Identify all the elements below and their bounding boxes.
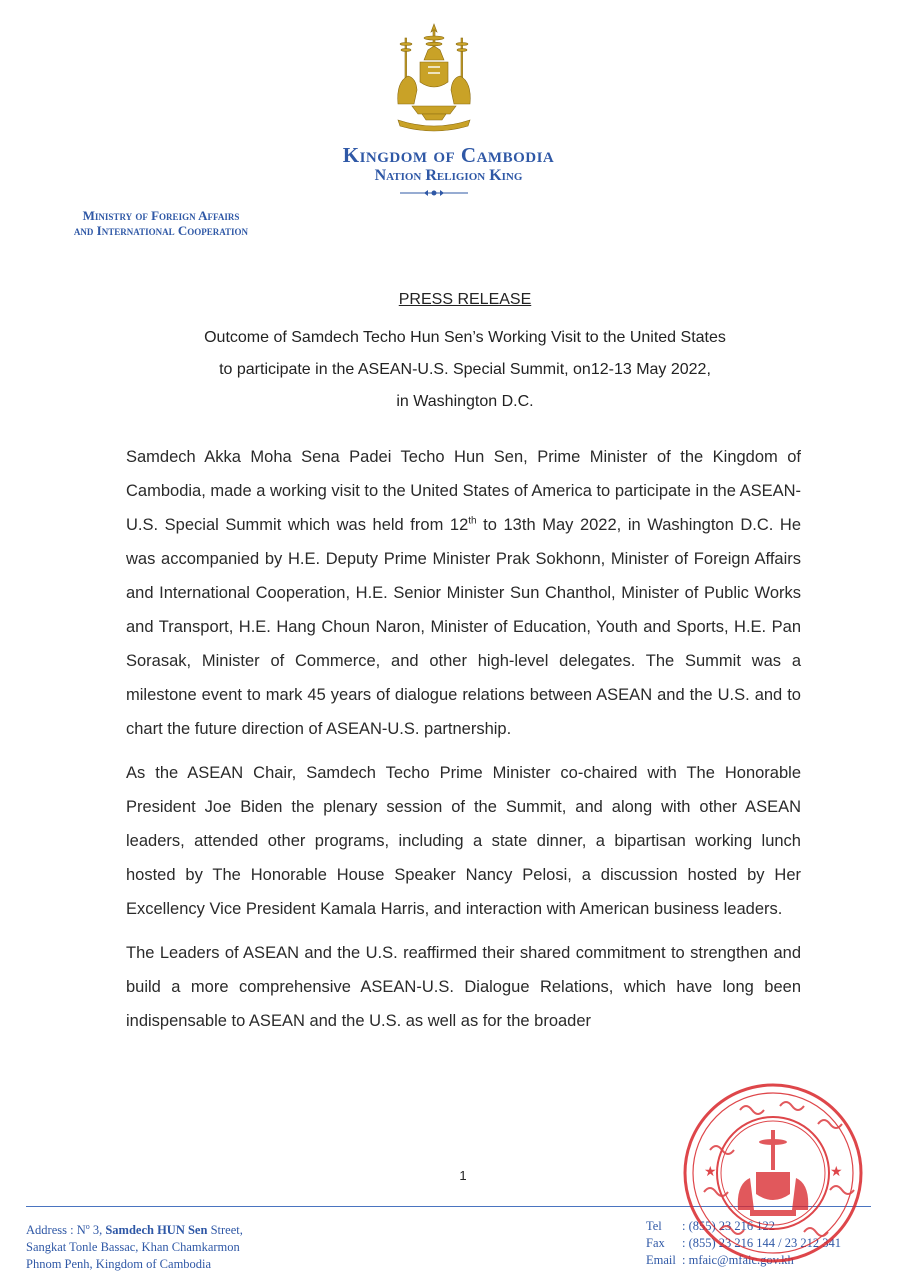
email: Email : mfaic@mfaic.gov.kh: [646, 1253, 794, 1267]
subtitle-line: to participate in the ASEAN-U.S. Special Summit, on12-13 May 2022,: [219, 361, 711, 378]
subtitle-line: in Washington D.C.: [396, 393, 534, 410]
address-line-3: Phnom Penh, Kingdom of Cambodia: [26, 1257, 212, 1272]
body-paragraph: As the ASEAN Chair, Samdech Techo Prime Minister co-chaired with The Honorable President Joe Biden the plenary session of the Summit, and along with other ASEAN leaders, attended other programs, including a state dinner, a bipartisan working lunch hosted by The Honorable House Speaker Nancy Pelosi, a discussion hosted by Her Excellency Vice President Kamala Harris, and interaction with American business leaders.: [126, 764, 801, 918]
ministry-line-2: and International Cooperation: [73, 223, 249, 238]
body-paragraph: The Leaders of ASEAN and the U.S. reaffirmed their shared commitment to strengthen and build a more comprehensive ASEAN-U.S. Dialogue Relations, which have long been indispensable to ASEAN and the U.S. as well as for the broader: [126, 944, 801, 1030]
press-release-subtitle: [120, 322, 810, 418]
subtitle-line: Outcome of Samdech Techo Hun Sen’s Working Visit to the United States: [204, 329, 726, 346]
ministry-name: [26, 208, 296, 238]
royal-emblem-icon: [384, 20, 484, 132]
divider-ornament-icon: [398, 188, 470, 198]
address-line-2: Sangkat Tonle Bassac, Khan Chamkarmon: [26, 1240, 240, 1255]
footer-address: [26, 1218, 243, 1273]
body-paragraph: Samdech Akka Moha Sena Padei Techo Hun Sen, Prime Minister of the Kingdom of Cambodia, made a working visit to the United States of America to participate in the ASEAN-U.S. Special Summit which was held from 12th to 13th May 2022, in Washington D.C. He was accompanied by H.E. Deputy Prime Minister Prak Sokhonn, Minister of Foreign Affairs and International Cooperation, H.E. Senior Minister Sun Chanthol, Minister of Public Works and Transport, H.E. Hang Choun Naron, Minister of Education, Youth and Sports, H.E. Pan Sorasak, Minister of Commerce, and other high-level delegates. The Summit was a milestone event to mark 45 years of dialogue relations between ASEAN and the U.S. and to chart the future direction of ASEAN-U.S. partnership.: [126, 448, 802, 738]
address-line-1: Address : $N^o$ 3, Samdech HUN Sen Street,: [26, 1222, 243, 1238]
press-release-title: PRESS RELEASE: [398, 291, 532, 308]
official-seal-stamp: [680, 1080, 866, 1266]
fax: Fax : (855) 23 216 144 / 23 212 341: [646, 1236, 842, 1250]
page-number: 1: [459, 1168, 467, 1183]
kingdom-heading: Kingdom of Cambodia: [342, 143, 555, 167]
telephone: Tel : (855) 23 216 122: [646, 1219, 776, 1233]
ministry-line-1: Ministry of Foreign Affairs: [82, 208, 240, 223]
national-motto: Nation Religion King: [374, 167, 523, 184]
svg-text:★: ★: [704, 1164, 717, 1180]
press-release-body: [126, 440, 801, 1048]
svg-text:★: ★: [830, 1164, 843, 1180]
